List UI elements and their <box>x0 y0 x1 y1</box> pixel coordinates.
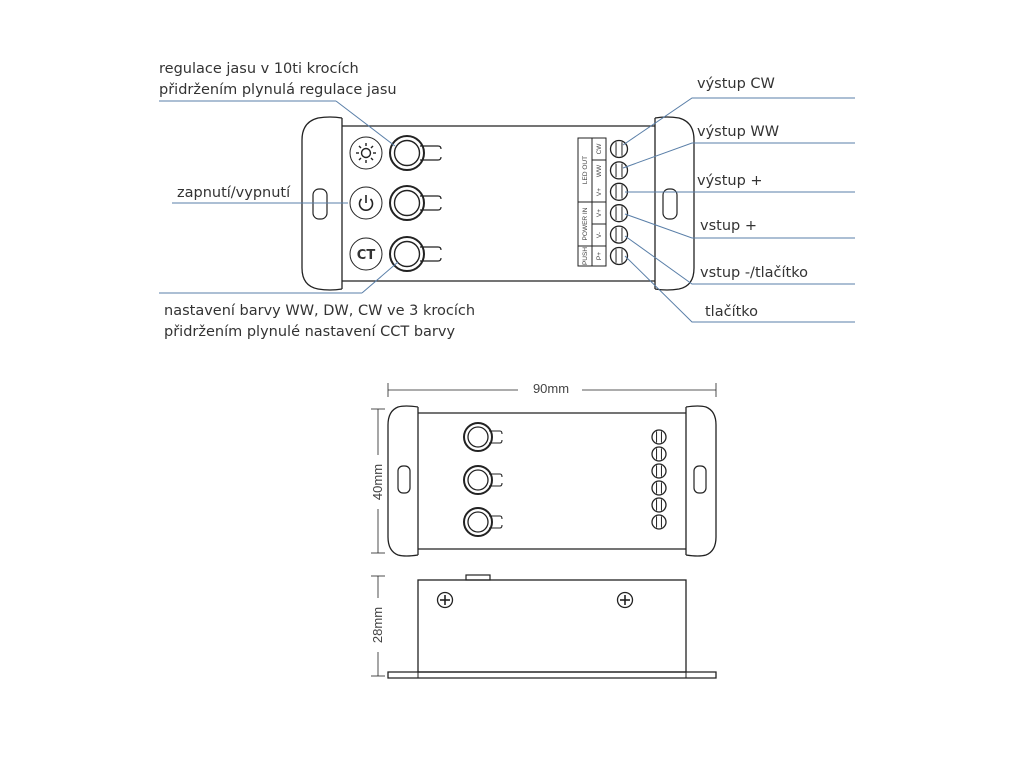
screw-icon <box>438 593 453 608</box>
front-button-1 <box>464 423 502 451</box>
screw-terminal <box>611 141 628 158</box>
brightness-button-label-ring <box>350 137 382 169</box>
callout-cct-line2: přidržením plynulé nastavení CCT barvy <box>164 324 456 340</box>
front-button-3 <box>464 508 502 536</box>
brightness-push-button[interactable] <box>390 136 441 170</box>
screw-terminal <box>652 430 666 444</box>
mount-slot-left <box>313 189 327 219</box>
group-push: PUSH <box>582 246 589 266</box>
device-outline <box>302 117 694 290</box>
callout-in-minus-button: vstup -/tlačítko <box>700 265 808 281</box>
screw-terminal <box>611 183 628 200</box>
screw-icon <box>618 593 633 608</box>
front-button-2 <box>464 466 502 494</box>
left-callouts <box>159 61 475 340</box>
screw-terminal <box>652 498 666 512</box>
term-label-cw: CW <box>596 143 603 155</box>
screw-terminal <box>611 226 628 243</box>
screw-terminal <box>611 248 628 265</box>
callout-brightness-line1: regulace jasu v 10ti krocích <box>159 61 359 77</box>
callout-in-plus: vstup + <box>700 218 757 234</box>
sun-icon <box>356 143 376 163</box>
term-label-pplus: P+ <box>596 251 603 261</box>
callout-power: zapnutí/vypnutí <box>177 185 291 201</box>
callout-out-ww: výstup WW <box>697 124 780 140</box>
screw-terminal <box>611 205 628 222</box>
screw-terminal <box>652 481 666 495</box>
term-label-vplus-in: V+ <box>596 208 603 218</box>
annotated-device <box>302 117 694 290</box>
screw-terminal <box>652 464 666 478</box>
term-label-ww: WW <box>596 164 603 178</box>
front-terminal-block <box>652 430 666 529</box>
ct-push-button[interactable] <box>390 237 441 271</box>
power-icon <box>360 195 373 210</box>
dim-depth-label: 28mm <box>370 606 385 644</box>
terminal-label-table <box>578 138 606 266</box>
right-callouts <box>623 76 855 322</box>
callout-cct-line1: nastavení barvy WW, DW, CW ve 3 krocích <box>164 303 476 319</box>
dimensioned-front-view <box>368 380 716 556</box>
term-label-vplus-out: V+ <box>596 187 603 197</box>
dim-width-label: 90mm <box>532 381 570 396</box>
dimensioned-side-view <box>368 575 716 678</box>
screw-terminal <box>611 162 628 179</box>
group-led-out: LED OUT <box>582 155 589 185</box>
mount-slot-right <box>663 189 677 219</box>
ct-button-label: CT <box>356 248 376 263</box>
callout-out-plus: výstup + <box>697 173 763 189</box>
dim-height-label: 40mm <box>370 463 385 501</box>
group-power-in: POWER IN <box>582 207 589 241</box>
callout-brightness-line2: přidržením plynulá regulace jasu <box>159 82 397 98</box>
screw-terminal-block <box>611 141 628 265</box>
callout-button: tlačítko <box>705 304 759 320</box>
power-push-button[interactable] <box>390 186 441 220</box>
callout-out-cw: výstup CW <box>697 76 775 92</box>
screw-terminal <box>652 515 666 529</box>
term-label-vminus: V- <box>596 231 603 239</box>
screw-terminal <box>652 447 666 461</box>
